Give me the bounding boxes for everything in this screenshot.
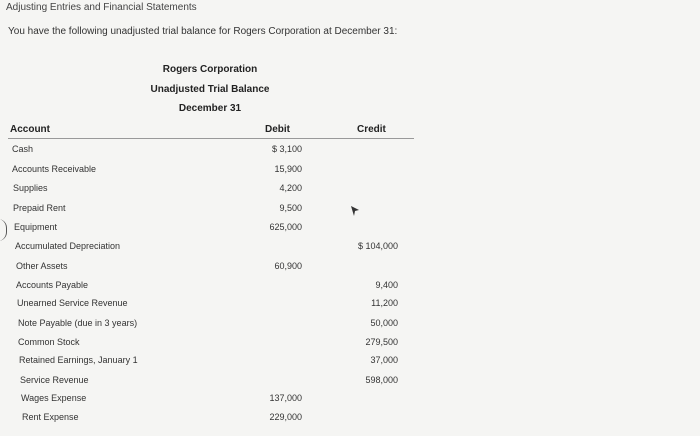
credit-value: 598,000 xyxy=(365,375,398,385)
account-name: Service Revenue xyxy=(20,375,89,385)
table-row xyxy=(0,393,700,411)
debit-value: 15,900 xyxy=(274,164,302,174)
table-row xyxy=(0,261,700,279)
account-name: Cash xyxy=(12,144,34,154)
table-row xyxy=(0,318,700,336)
table-row xyxy=(0,298,700,316)
debit-value: 4,200 xyxy=(279,183,302,193)
report-name: Unadjusted Trial Balance xyxy=(150,84,270,95)
account-name: Note Payable (due in 3 years) xyxy=(18,318,138,328)
debit-value: 625,000 xyxy=(269,222,302,232)
table-row xyxy=(0,337,700,355)
account-name: Common Stock xyxy=(18,337,80,347)
account-name: Supplies xyxy=(13,183,48,193)
table-row xyxy=(0,164,700,182)
account-name: Equipment xyxy=(14,222,58,232)
account-name: Accumulated Depreciation xyxy=(15,241,121,251)
account-name: Rent Expense xyxy=(22,412,79,422)
intro-text: You have the following unadjusted trial balance for Rogers Corporation at December 31: xyxy=(8,26,398,37)
debit-value: 229,000 xyxy=(269,412,302,422)
debit-value: 9,500 xyxy=(279,203,302,213)
header-divider xyxy=(8,138,414,139)
credit-value: $ 104,000 xyxy=(357,241,398,251)
company-name: Rogers Corporation xyxy=(162,64,258,75)
pointer-cursor-icon xyxy=(350,205,360,217)
table-row xyxy=(0,183,700,201)
credit-column-header: Credit xyxy=(357,124,386,135)
page-title: Adjusting Entries and Financial Statements xyxy=(6,2,197,13)
account-name: Retained Earnings, January 1 xyxy=(19,355,138,365)
debit-value: 137,000 xyxy=(269,393,302,403)
table-row xyxy=(0,375,700,393)
account-name: Accounts Payable xyxy=(16,280,89,290)
credit-value: 50,000 xyxy=(370,318,398,328)
credit-value: 279,500 xyxy=(365,337,398,347)
table-row xyxy=(0,280,700,298)
account-name: Accounts Receivable xyxy=(12,164,97,174)
table-row xyxy=(0,412,700,430)
account-column-header: Account xyxy=(10,124,50,135)
credit-value: 9,400 xyxy=(375,280,398,290)
account-name: Other Assets xyxy=(16,261,68,271)
account-name: Wages Expense xyxy=(21,393,87,403)
credit-value: 11,200 xyxy=(371,298,398,308)
debit-column-header: Debit xyxy=(265,124,290,135)
report-date: December 31 xyxy=(178,103,242,114)
table-row xyxy=(0,144,700,162)
account-name: Prepaid Rent xyxy=(13,203,66,213)
account-name: Unearned Service Revenue xyxy=(17,298,128,308)
table-row xyxy=(0,355,700,373)
debit-value: $ 3,100 xyxy=(271,144,302,154)
debit-value: 60,900 xyxy=(274,261,302,271)
table-row xyxy=(0,222,700,240)
table-row xyxy=(0,241,700,259)
credit-value: 37,000 xyxy=(370,355,398,365)
